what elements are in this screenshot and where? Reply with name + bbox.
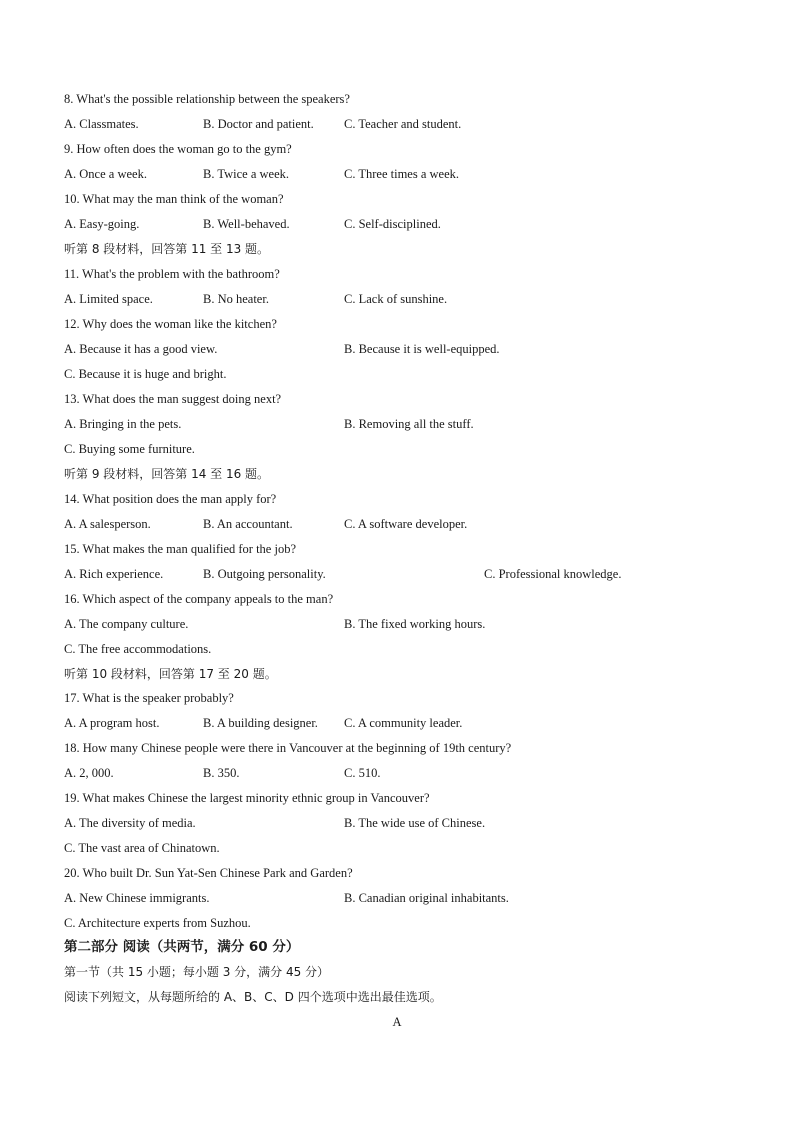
option-a: A. Bringing in the pets.	[64, 417, 182, 431]
part2-instruction: 阅读下列短文，从每题所给的 A、B、C、D 四个选项中选出最佳选项。	[64, 990, 442, 1004]
option-a: A. 2, 000.	[64, 766, 114, 780]
passage-label: A	[392, 1015, 402, 1029]
question-18: 18. How many Chinese people were there in Vancouver at the beginning of 19th century?	[64, 741, 512, 755]
option-b: B. Twice a week.	[203, 167, 290, 181]
option-b: B. A building designer.	[203, 716, 318, 730]
option-c: C. A community leader.	[344, 716, 463, 730]
question-19: 19. What makes Chinese the largest minority ethnic group in Vancouver?	[64, 791, 430, 805]
option-c: C. Lack of sunshine.	[344, 292, 448, 306]
option-b: B. The fixed working hours.	[344, 617, 486, 631]
option-c: C. Architecture experts from Suzhou.	[64, 916, 251, 930]
question-9: 9. How often does the woman go to the gym?	[64, 142, 292, 156]
option-a: A. Rich experience.	[64, 567, 164, 581]
section-header-9: 听第 9 段材料，回答第 14 至 16 题。	[64, 467, 270, 481]
option-b: B. An accountant.	[203, 517, 293, 531]
option-c: C. A software developer.	[344, 517, 468, 531]
question-11: 11. What's the problem with the bathroom?	[64, 267, 280, 281]
option-a: A. Classmates.	[64, 117, 139, 131]
question-15: 15. What makes the man qualified for the job?	[64, 542, 296, 556]
option-c: C. The free accommodations.	[64, 642, 212, 656]
question-13: 13. What does the man suggest doing next?	[64, 392, 282, 406]
option-c: C. Professional knowledge.	[484, 567, 622, 581]
question-10: 10. What may the man think of the woman?	[64, 192, 284, 206]
question-16: 16. Which aspect of the company appeals to the man?	[64, 592, 334, 606]
option-c: C. 510.	[344, 766, 381, 780]
option-b: B. Because it is well-equipped.	[344, 342, 500, 356]
option-b: B. Removing all the stuff.	[344, 417, 474, 431]
question-14: 14. What position does the man apply for?	[64, 492, 277, 506]
option-a: A. Once a week.	[64, 167, 147, 181]
section-header-8: 听第 8 段材料，回答第 11 至 13 题。	[64, 242, 270, 256]
option-c: C. Teacher and student.	[344, 117, 462, 131]
option-a: A. Limited space.	[64, 292, 153, 306]
option-b: B. No heater.	[203, 292, 269, 306]
option-b: B. 350.	[203, 766, 240, 780]
option-c: C. Self-disciplined.	[344, 217, 441, 231]
question-12: 12. Why does the woman like the kitchen?	[64, 317, 277, 331]
option-c: C. Buying some furniture.	[64, 442, 195, 456]
option-c: C. Three times a week.	[344, 167, 460, 181]
question-20: 20. Who built Dr. Sun Yat-Sen Chinese Park and Garden?	[64, 866, 353, 880]
part2-subheading: 第一节（共 15 小题；每小题 3 分，满分 45 分）	[64, 965, 330, 979]
option-a: A. Easy-going.	[64, 217, 140, 231]
part2-heading: 第二部分 阅读（共两节，满分 60 分）	[64, 939, 300, 955]
option-b: B. Canadian original inhabitants.	[344, 891, 509, 905]
option-a: A. Because it has a good view.	[64, 342, 218, 356]
option-c: C. The vast area of Chinatown.	[64, 841, 220, 855]
option-b: B. Well-behaved.	[203, 217, 290, 231]
option-a: A. A program host.	[64, 716, 160, 730]
question-17: 17. What is the speaker probably?	[64, 691, 234, 705]
section-header-10: 听第 10 段材料，回答第 17 至 20 题。	[64, 667, 277, 681]
option-a: A. New Chinese immigrants.	[64, 891, 210, 905]
option-a: A. The diversity of media.	[64, 816, 196, 830]
option-a: A. The company culture.	[64, 617, 189, 631]
option-b: B. Outgoing personality.	[203, 567, 326, 581]
question-8: 8. What's the possible relationship between the speakers?	[64, 92, 350, 106]
option-a: A. A salesperson.	[64, 517, 151, 531]
option-c: C. Because it is huge and bright.	[64, 367, 227, 381]
option-b: B. Doctor and patient.	[203, 117, 314, 131]
option-b: B. The wide use of Chinese.	[344, 816, 486, 830]
